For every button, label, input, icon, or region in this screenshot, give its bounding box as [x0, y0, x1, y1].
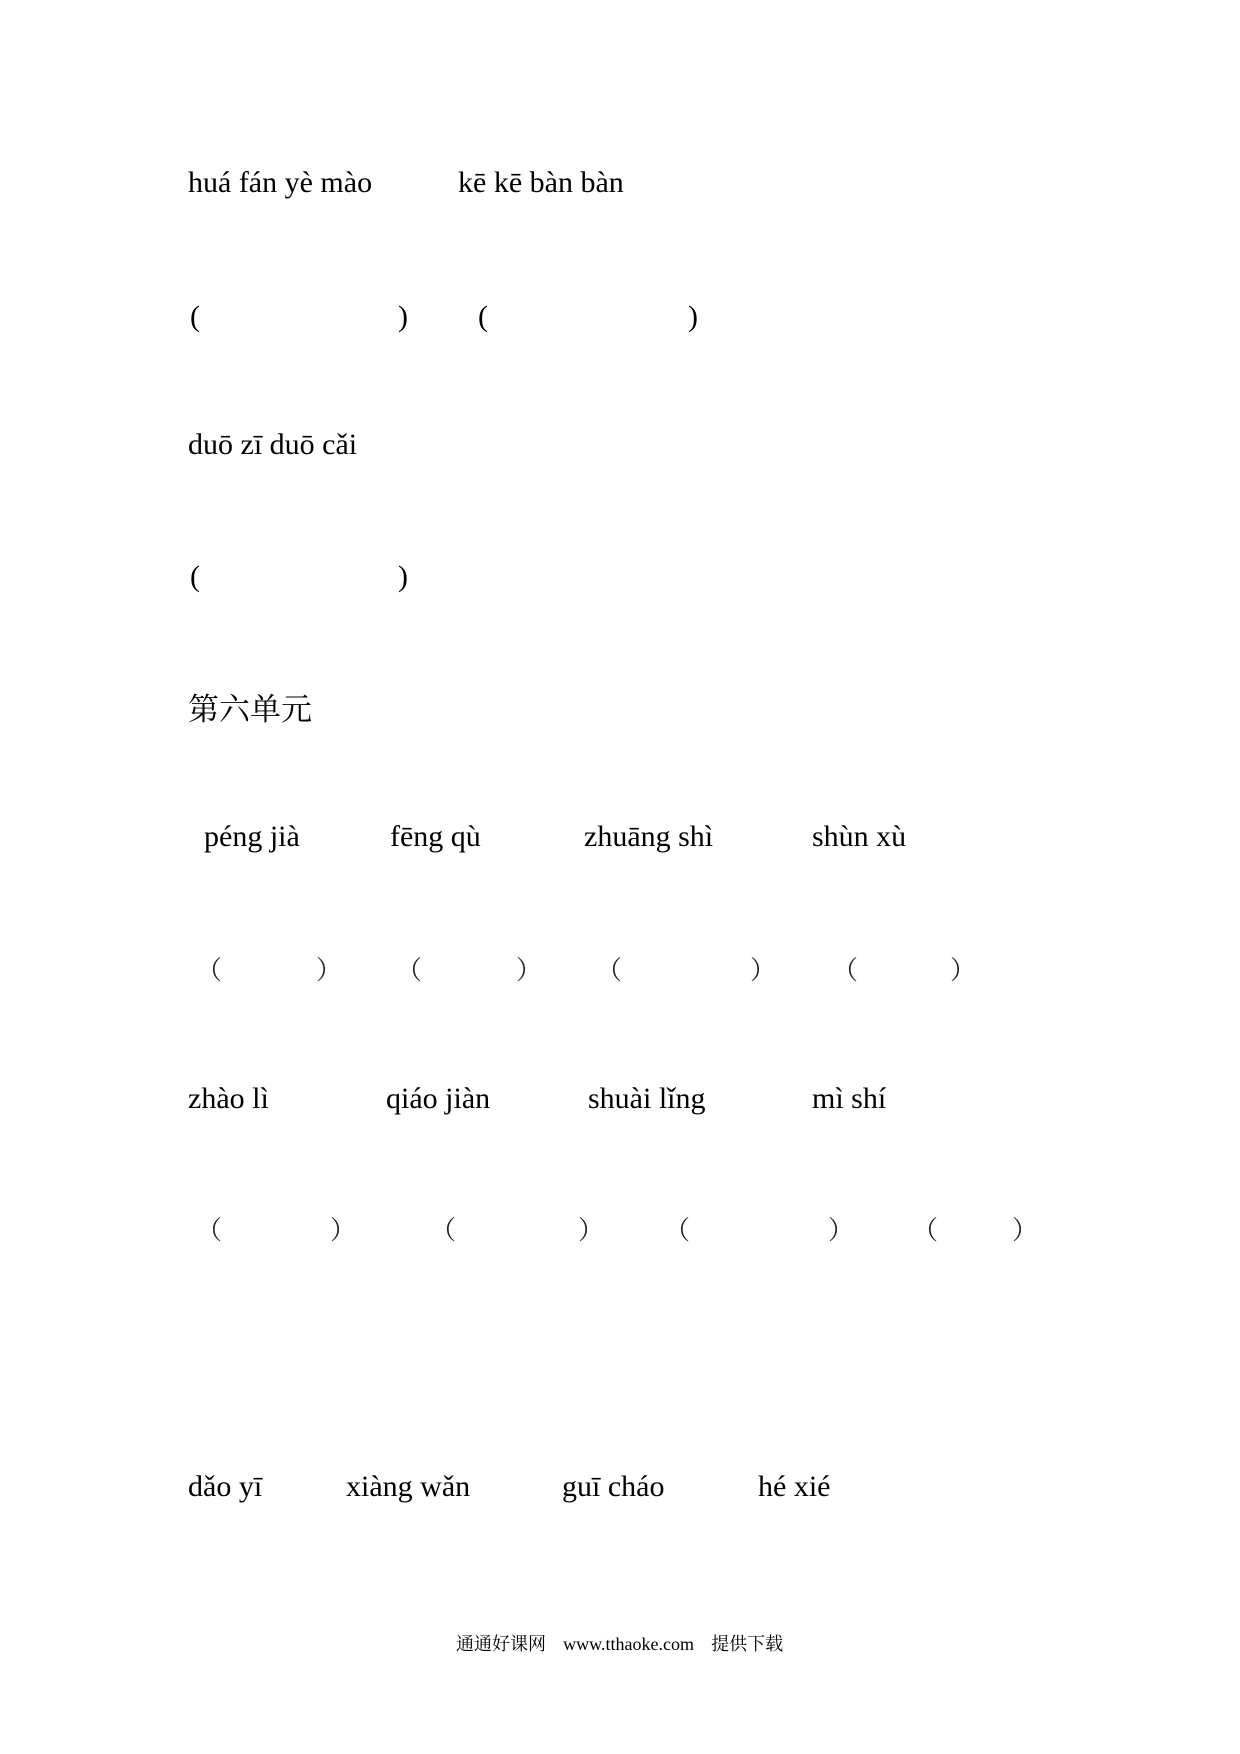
pinyin-word: dǎo yī: [188, 1470, 263, 1503]
pinyin-word: zhuāng shì: [584, 820, 714, 853]
answer-blank-open: (: [190, 300, 200, 333]
answer-blank-close: ): [688, 300, 698, 333]
answer-blank-close: ): [398, 300, 408, 333]
answer-blank-open: （: [196, 956, 223, 986]
unit-heading: 第六单元: [188, 692, 312, 728]
pinyin-word: guī cháo: [562, 1470, 665, 1503]
footer-site-name: 通通好课网: [456, 1634, 546, 1655]
pinyin-word: shuài lǐng: [588, 1082, 706, 1115]
answer-blank-open: （: [596, 956, 623, 986]
pinyin-word: kē kē bàn bàn: [458, 166, 624, 199]
pinyin-word: qiáo jiàn: [386, 1082, 491, 1115]
pinyin-word: duō zī duō cǎi: [188, 428, 358, 461]
answer-blank-close: ）: [516, 956, 543, 986]
answer-blank-close: ）: [950, 956, 977, 986]
footer-note: 提供下载: [711, 1634, 784, 1655]
answer-blank-open: （: [396, 956, 423, 986]
pinyin-word: hé xié: [758, 1470, 831, 1503]
answer-blank-close: ）: [316, 956, 343, 986]
answer-blank-open: （: [430, 1216, 457, 1246]
pinyin-word: shùn xù: [812, 820, 907, 853]
answer-blank-close: ）: [330, 1216, 357, 1246]
pinyin-word: mì shí: [812, 1082, 887, 1115]
answer-blank-close: ）: [1012, 1216, 1039, 1246]
answer-blank-close: ）: [750, 956, 777, 986]
answer-blank-close: ): [398, 560, 408, 593]
answer-blank-open: （: [664, 1216, 691, 1246]
pinyin-word: zhào lì: [188, 1082, 269, 1115]
footer-url[interactable]: www.tthaoke.com: [563, 1634, 694, 1654]
answer-blank-open: （: [912, 1216, 939, 1246]
pinyin-word: xiàng wǎn: [346, 1470, 471, 1503]
answer-blank-close: ）: [578, 1216, 605, 1246]
answer-blank-open: (: [190, 560, 200, 593]
pinyin-word: huá fán yè mào: [188, 166, 373, 199]
answer-blank-open: （: [196, 1216, 223, 1246]
answer-blank-open: （: [832, 956, 859, 986]
answer-blank-close: ）: [828, 1216, 855, 1246]
pinyin-word: péng jià: [204, 820, 300, 853]
answer-blank-open: (: [478, 300, 488, 333]
pinyin-word: fēng qù: [390, 820, 481, 853]
page-footer: [456, 1630, 783, 1656]
